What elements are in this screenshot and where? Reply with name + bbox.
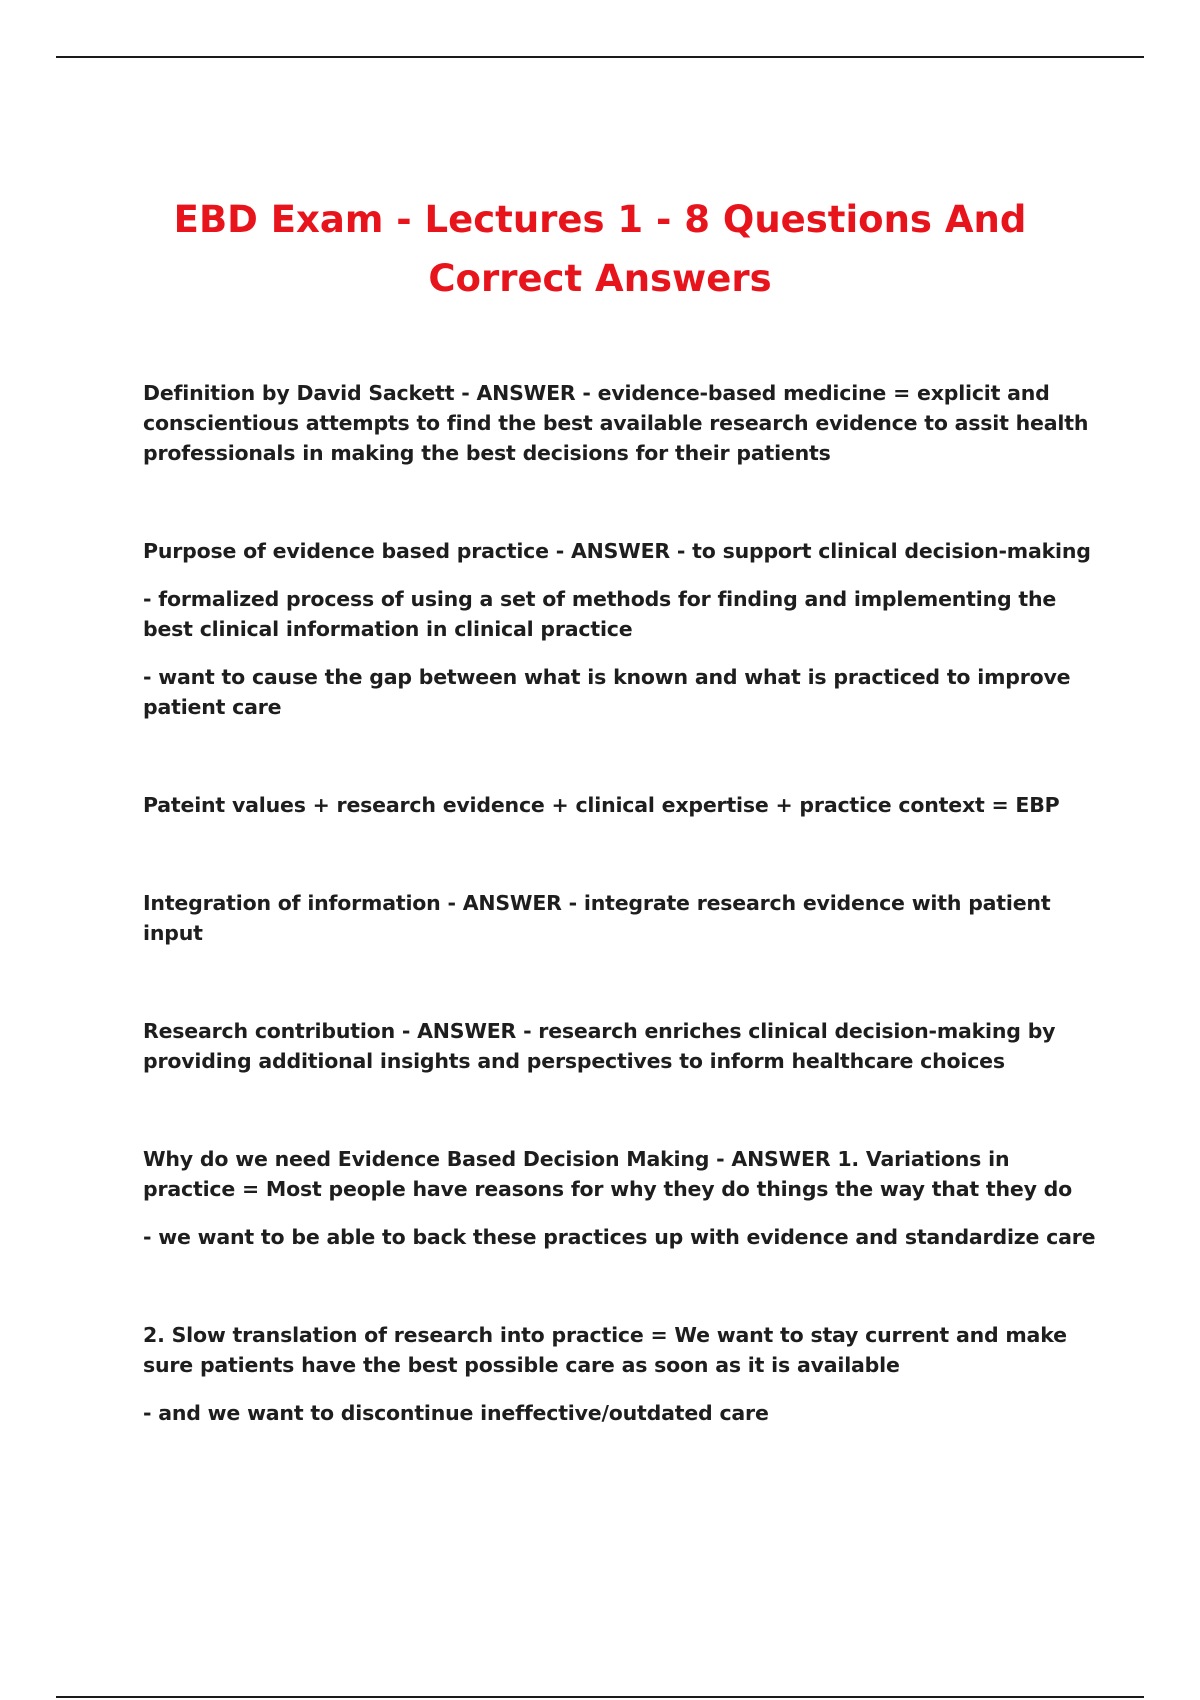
bottom-rule xyxy=(56,1696,1144,1698)
title-line-1: EBD Exam - Lectures 1 - 8 Questions And xyxy=(173,198,1027,241)
paragraph-ebp-formula: Pateint values + research evidence + clinical expertise + practice context = EBP xyxy=(143,793,1060,817)
paragraph-definition: Definition by David Sackett - ANSWER - evidence-based medicine = explicit and conscientious attempts to find the best available research evidence to assit health professionals in making the best decisions for their patients xyxy=(143,381,1089,465)
document-body xyxy=(143,378,1103,1428)
paragraph-slow-translation-point-1: - and we want to discontinue ineffective/outdated care xyxy=(143,1401,769,1425)
top-rule xyxy=(56,56,1144,58)
paragraph-integration: Integration of information - ANSWER - integrate research evidence with patient input xyxy=(143,891,1051,945)
paragraph-purpose-point-1: - formalized process of using a set of methods for finding and implementing the best clinical information in clinical practice xyxy=(143,587,1057,641)
paragraph-why-ebdm: Why do we need Evidence Based Decision Making - ANSWER 1. Variations in practice = Most people have reasons for why they do things the way that they do xyxy=(143,1147,1073,1201)
paragraph-research-contribution: Research contribution - ANSWER - research enriches clinical decision-making by providing additional insights and perspectives to inform healthcare choices xyxy=(143,1019,1056,1073)
title-line-2: Correct Answers xyxy=(428,257,772,300)
paragraph-why-ebdm-point-1: - we want to be able to back these practices up with evidence and standardize care xyxy=(143,1225,1096,1249)
document-title xyxy=(100,190,1100,308)
paragraph-purpose: Purpose of evidence based practice - ANSWER - to support clinical decision-making xyxy=(143,539,1091,563)
paragraph-slow-translation: 2. Slow translation of research into practice = We want to stay current and make sure patients have the best possible care as soon as it is available xyxy=(143,1323,1067,1377)
paragraph-purpose-point-2: - want to cause the gap between what is known and what is practiced to improve patient care xyxy=(143,665,1071,719)
